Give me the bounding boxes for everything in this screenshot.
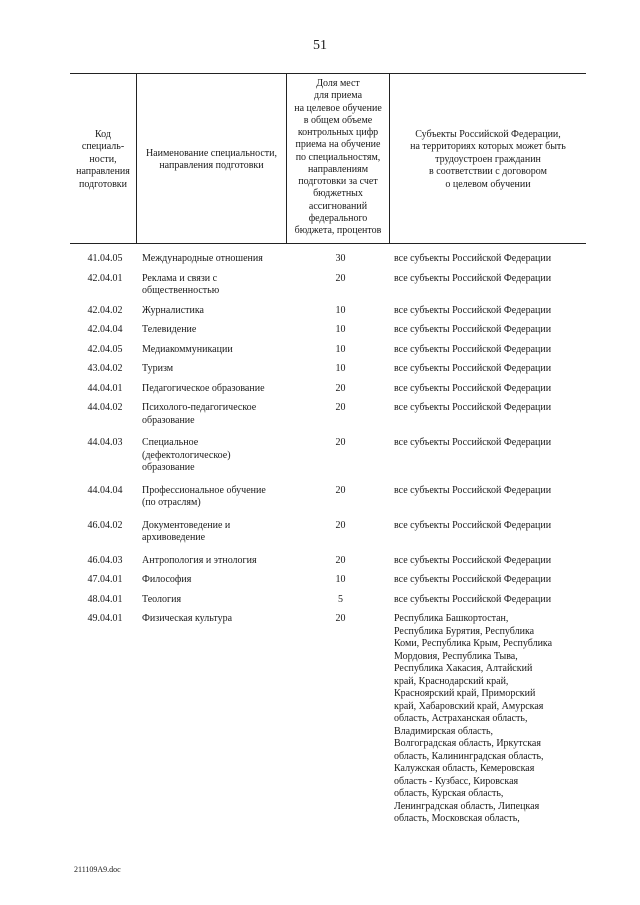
header-share: Доля мест для приема на целевое обучение в общем объеме контрольных цифр приема на обучение по специальностям, направлениям подготовки за счет бюджетных ассигнований федерального бюджета, процентов (294, 78, 382, 236)
row-subjects: все субъекты Российской Федерации (394, 272, 552, 284)
row-code: 47.04.01 (87, 574, 123, 585)
row-code: 44.04.02 (87, 402, 123, 413)
row-share: 20 (335, 272, 346, 284)
table-row (74, 485, 584, 510)
row-name: Физическая культура (142, 613, 233, 624)
row-share: 30 (335, 253, 346, 264)
row-subjects: все субъекты Российской Федерации (394, 402, 552, 413)
row-name: Туризм (142, 363, 174, 374)
row-share: 10 (335, 363, 346, 374)
row-subjects: все субъекты Российской Федерации (394, 304, 552, 316)
row-code: 44.04.03 (87, 437, 123, 448)
row-name: Профессиональное обучение (по отраслям) (142, 484, 266, 508)
row-code: 48.04.01 (87, 593, 123, 605)
table-body (74, 253, 584, 833)
row-share: 20 (335, 382, 346, 394)
row-code: 41.04.05 (87, 253, 123, 264)
header-subjects-text: Субъекты Российской Федерации, на территориях которых может быть трудоустроен гражданин в соответствии с договором о целевом обучении (410, 128, 566, 190)
row-code: 42.04.05 (87, 343, 123, 355)
footer-filename: 211109A9.doc (74, 865, 121, 874)
row-name: Психолого-педагогическое образование (142, 402, 257, 426)
header-name (137, 80, 286, 240)
row-share: 20 (335, 554, 346, 566)
row-code: 44.04.04 (87, 484, 123, 496)
table-row (74, 402, 584, 427)
header-name-text: Наименование специальности, направления подготовки (145, 147, 278, 171)
row-code: 49.04.01 (87, 613, 123, 624)
row-name: Медиакоммуникации (142, 343, 233, 355)
row-name: Специальное (дефектологическое) образование (142, 437, 231, 473)
row-name: Реклама и связи с общественностью (142, 272, 220, 296)
header-bottom-rule (70, 243, 586, 244)
row-share: 20 (335, 519, 346, 531)
row-subjects: все субъекты Российской Федерации (394, 593, 552, 605)
table-row (74, 574, 584, 587)
header-subjects (390, 80, 586, 240)
row-subjects: все субъекты Российской Федерации (394, 519, 552, 531)
row-share: 20 (335, 484, 346, 496)
table-row (74, 273, 584, 298)
table-row (74, 383, 584, 396)
header-code-text: Код специаль- ности, направления подготовки (76, 128, 130, 190)
table-row (74, 613, 584, 826)
table-row (74, 324, 584, 337)
table-row (74, 555, 584, 568)
table-row (74, 344, 584, 357)
row-subjects: все субъекты Российской Федерации (394, 382, 552, 394)
row-name: Антропология и этнология (142, 554, 257, 566)
row-code: 46.04.02 (87, 519, 123, 531)
header-code (70, 80, 136, 240)
table-row (74, 520, 584, 545)
row-share: 10 (335, 343, 346, 355)
row-share: 20 (335, 437, 346, 448)
row-share: 20 (335, 402, 346, 413)
row-subjects: все субъекты Российской Федерации (394, 363, 552, 374)
row-share: 10 (335, 574, 346, 585)
row-code: 46.04.03 (87, 554, 123, 566)
row-subjects: все субъекты Российской Федерации (394, 554, 552, 566)
row-subjects: Республика Башкортостан, Республика Бурятия, Республика Коми, Республика Крым, Республика Мордовия, Республика Тыва, Республика Хакасия, Алтайский край, Краснодарский край, Красноярский край, Приморский край, Хабаровский край, Амурская область, Астраханская область, Владимирская область, Волгоградская область, Иркутская область, Калининградская область, Калужская область, Кемеровская область - Кузбасс, Кировская область, Курская область, Ленинградская область, Липецкая область, Московская область, (394, 613, 553, 824)
table-row (74, 437, 584, 475)
row-share: 5 (338, 593, 343, 605)
row-subjects: все субъекты Российской Федерации (394, 343, 552, 355)
row-code: 43.04.02 (87, 363, 123, 374)
row-share: 10 (335, 324, 346, 335)
row-subjects: все субъекты Российской Федерации (394, 574, 552, 585)
row-name: Международные отношения (142, 253, 263, 264)
row-subjects: все субъекты Российской Федерации (394, 484, 552, 496)
page-number: 51 (313, 38, 327, 53)
row-name: Журналистика (142, 304, 204, 316)
row-subjects: все субъекты Российской Федерации (394, 253, 552, 264)
header-top-rule (70, 73, 586, 74)
table-row (74, 363, 584, 376)
row-subjects: все субъекты Российской Федерации (394, 437, 552, 448)
row-code: 42.04.01 (87, 272, 123, 284)
row-name: Педагогическое образование (142, 382, 265, 394)
table-row (74, 305, 584, 318)
table-row (74, 253, 584, 266)
row-name: Документоведение и архивоведение (142, 519, 231, 543)
row-code: 42.04.02 (87, 304, 123, 316)
row-code: 44.04.01 (87, 382, 123, 394)
row-share: 20 (335, 613, 346, 624)
row-name: Телевидение (142, 324, 197, 335)
row-code: 42.04.04 (87, 324, 123, 335)
row-subjects: все субъекты Российской Федерации (394, 324, 552, 335)
row-share: 10 (335, 304, 346, 316)
row-name: Философия (142, 574, 192, 585)
row-name: Теология (142, 593, 182, 605)
table-row (74, 594, 584, 607)
